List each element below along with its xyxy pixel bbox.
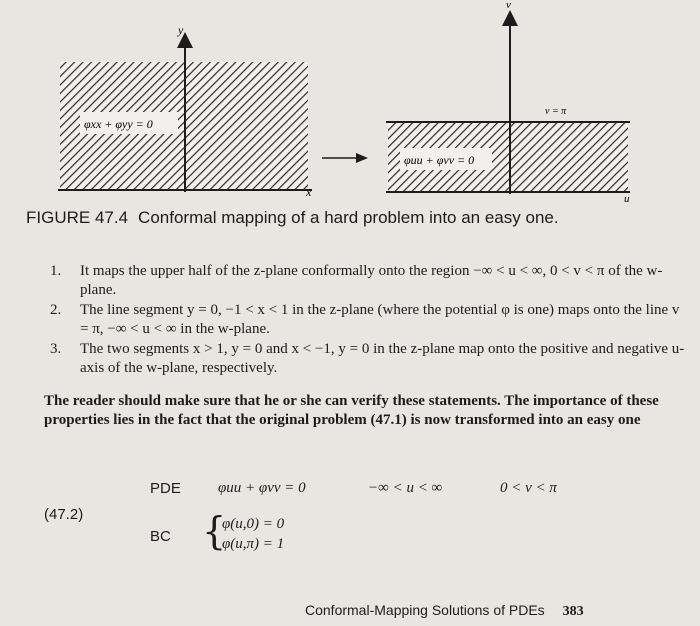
list-item [50, 340, 690, 378]
bc-equation-1: φ(u,0) = 0 [222, 516, 285, 532]
figure-47-4 [0, 0, 700, 205]
mapping-arrow [322, 153, 368, 163]
w-plane-v-label: v [506, 0, 511, 11]
pde-domain-v: 0 < v < π [500, 480, 557, 496]
pde-equation: φuu + φvv = 0 [218, 480, 306, 496]
list-item [50, 262, 690, 300]
figure-caption [26, 208, 559, 228]
w-plane-diagram [386, 0, 630, 205]
list-item-text: The two segments x > 1, y = 0 and x < −1, y = 0 in the z-plane map onto the positive and negative u-axis of the w-plane, respectively. [80, 341, 685, 376]
running-title: Conformal-Mapping Solutions of PDEs [305, 602, 545, 618]
list-item-number: 1. [50, 263, 62, 279]
body-paragraph: The reader should make sure that he or she can verify these statements. The importance of these properties lies in the fact that the original problem (47.1) is now transformed into an easy one [44, 393, 659, 428]
pde-domain-u: −∞ < u < ∞ [368, 480, 443, 496]
pde-label: PDE [150, 480, 181, 497]
list-item-number: 3. [50, 341, 62, 357]
list-item-number: 2. [50, 302, 62, 318]
z-plane-x-label: x [306, 185, 312, 199]
page-footer [305, 602, 584, 620]
bc-equation-2: φ(u,π) = 1 [222, 536, 285, 552]
z-plane-diagram [58, 23, 312, 199]
w-plane-top-line-label: v = π [545, 106, 567, 117]
w-plane-u-label: u [624, 193, 630, 205]
equation-number: (47.2) [44, 506, 84, 523]
z-plane-equation: φxx + φyy = 0 [84, 117, 153, 131]
list-item-text: It maps the upper half of the z-plane conformally onto the region −∞ < u < ∞, 0 < v < π of the w-plane. [80, 263, 663, 298]
w-plane-equation: φuu + φvv = 0 [404, 153, 475, 167]
z-plane-y-label: y [178, 23, 184, 37]
property-list [50, 262, 690, 379]
list-item [50, 301, 690, 339]
figure-number: FIGURE 47.4 [26, 208, 129, 227]
figure-caption-text: Conformal mapping of a hard problem into an easy one. [138, 208, 559, 227]
bc-label: BC [150, 528, 171, 545]
list-item-text: The line segment y = 0, −1 < x < 1 in the z-plane (where the potential φ is one) maps onto the line v = π, −∞ < u < ∞ in the w-plane. [80, 302, 680, 337]
page-number: 383 [562, 604, 584, 619]
bc-brace: { [202, 509, 227, 553]
